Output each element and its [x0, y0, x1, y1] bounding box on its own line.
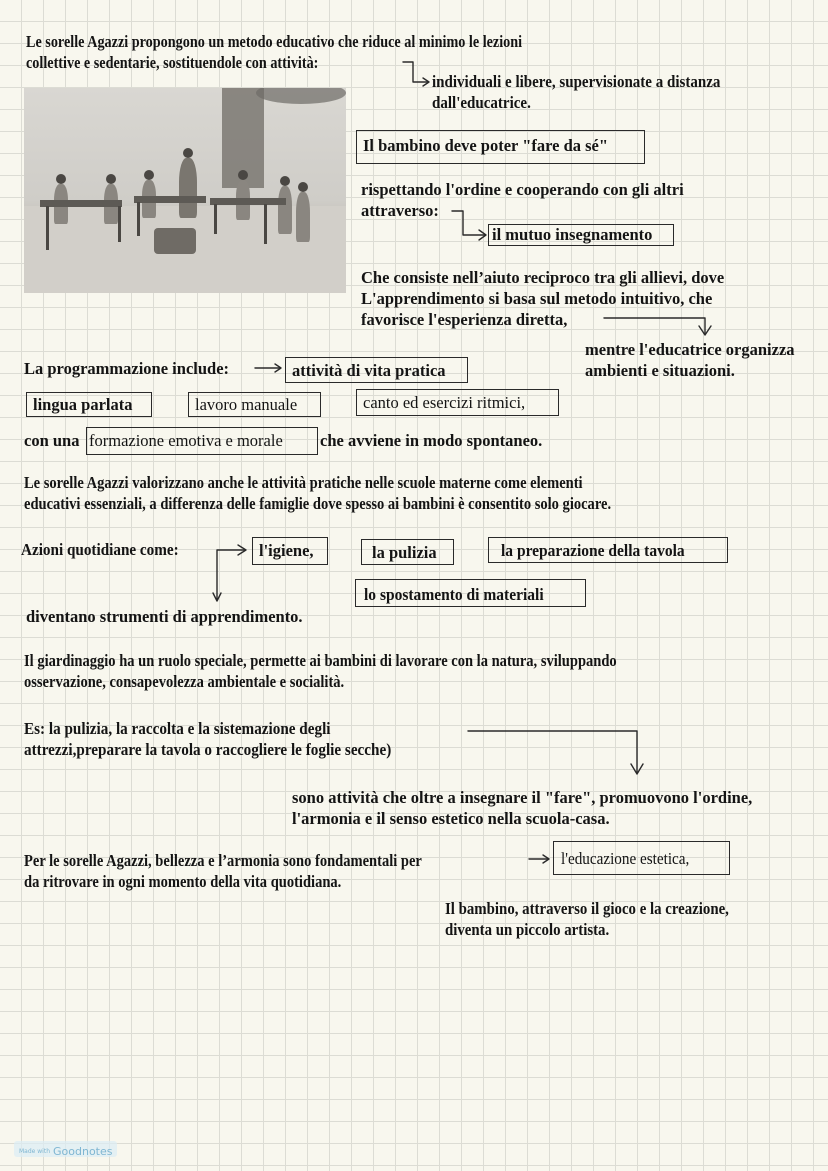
- examples-line-1: Es: la pulizia, la raccolta e la sistemazione degli: [24, 719, 331, 738]
- photo-tree: [256, 88, 346, 104]
- branch-line-2: dall'educatrice.: [432, 93, 531, 112]
- photo-head: [183, 148, 193, 158]
- daily-actions-label: Azioni quotidiane come:: [21, 540, 179, 559]
- explanation-line-2: L'apprendimento si basa sul metodo intuitivo, che: [361, 289, 713, 308]
- photo-desk-leg: [264, 204, 267, 244]
- aesthetics-line-2: da ritrovare in ogni momento della vita quotidiana.: [24, 872, 342, 891]
- arrow-icon: [604, 318, 711, 335]
- photo-head: [144, 170, 154, 180]
- aesthetic-education-box: [553, 841, 730, 875]
- gardening-line-1: Il giardinaggio ha un ruolo speciale, permette ai bambini di lavorare con la natura, sviluppando: [24, 651, 617, 670]
- respect-line-2: attraverso:: [361, 201, 439, 220]
- educator-line-2: ambienti e situazioni.: [585, 361, 735, 380]
- practical-line-2: educativi essenziali, a differenza delle famiglie dove spesso ai bambini è consentito solo giocare.: [24, 494, 612, 513]
- daily-item-text: la preparazione della tavola: [501, 541, 685, 560]
- programming-label: La programmazione include:: [24, 359, 230, 378]
- photo-child: [296, 192, 310, 242]
- examples-result-line-1: sono attività che oltre a insegnare il "fare", promuovono l'ordine,: [292, 788, 753, 807]
- arrow-icon: [403, 62, 429, 86]
- daily-item-igiene: [252, 537, 328, 565]
- examples-result-line-2: l'armonia e il senso estetico nella scuola-casa.: [292, 809, 610, 828]
- program-item-canto: [356, 389, 559, 416]
- program-item-vita-pratica: [285, 357, 468, 383]
- arrow-icon: [255, 364, 281, 372]
- daily-item-text: l'igiene,: [259, 541, 314, 560]
- watermark-brand: Goodnotes: [53, 1145, 113, 1158]
- photo-head: [238, 170, 248, 180]
- practical-line-1: Le sorelle Agazzi valorizzano anche le attività pratiche nelle scuole materne come elementi: [24, 473, 583, 492]
- photo-basket: [154, 228, 196, 254]
- watermark-made-with: Made with: [19, 1148, 50, 1155]
- goodnotes-watermark: [14, 1141, 117, 1157]
- formation-box: [86, 427, 318, 455]
- educator-line-1: mentre l'educatrice organizza: [585, 340, 795, 359]
- mutual-teaching-box: [488, 224, 674, 246]
- aesthetics-line-1: Per le sorelle Agazzi, bellezza e l’armonia sono fondamentali per: [24, 851, 422, 870]
- mutual-teaching-text: il mutuo insegnamento: [492, 225, 653, 244]
- aesthetic-education-text: l'educazione estetica,: [561, 849, 690, 868]
- fare-da-se-text: Il bambino deve poter "fare da sé": [363, 136, 609, 155]
- daily-actions-result: diventano strumenti di apprendimento.: [26, 607, 303, 626]
- explanation-line-3: favorisce l'esperienza diretta,: [361, 310, 568, 329]
- formation-text: formazione emotiva e morale: [89, 431, 283, 450]
- arrow-icon: [213, 545, 246, 601]
- program-item-text: attività di vita pratica: [292, 361, 446, 380]
- formation-prefix: con una: [24, 431, 80, 450]
- historical-classroom-photo: [24, 88, 346, 293]
- photo-child: [278, 186, 292, 234]
- program-item-text: lingua parlata: [33, 395, 133, 414]
- photo-desk: [40, 200, 122, 207]
- program-item-lingua-parlata: [26, 392, 152, 417]
- intro-line-1: Le sorelle Agazzi propongono un metodo educativo che riduce al minimo le lezioni: [26, 32, 523, 51]
- photo-desk-leg: [137, 202, 140, 236]
- intro-line-2: collettive e sedentarie, sostituendole con attività:: [26, 53, 319, 72]
- photo-teacher: [179, 158, 197, 218]
- arrow-icon: [529, 855, 549, 863]
- program-item-text: canto ed esercizi ritmici,: [363, 393, 526, 412]
- arrow-icon: [468, 731, 643, 774]
- photo-desk-leg: [214, 204, 217, 234]
- daily-item-materiali: [355, 579, 586, 607]
- program-item-text: lavoro manuale: [195, 395, 298, 414]
- photo-head: [56, 174, 66, 184]
- daily-item-tavola: [488, 537, 728, 563]
- formation-suffix: che avviene in modo spontaneo.: [320, 431, 543, 450]
- daily-item-pulizia: [361, 539, 454, 565]
- photo-desk-leg: [118, 206, 121, 242]
- program-item-lavoro-manuale: [188, 392, 321, 417]
- arrow-icon: [452, 211, 486, 240]
- photo-desk-leg: [46, 206, 49, 250]
- fare-da-se-box: [356, 130, 645, 164]
- gardening-line-2: osservazione, consapevolezza ambientale e socialità.: [24, 672, 345, 691]
- photo-desk: [210, 198, 286, 205]
- respect-line-1: rispettando l'ordine e cooperando con gli altri: [361, 180, 684, 199]
- explanation-line-1: Che consiste nell’aiuto reciproco tra gli allievi, dove: [361, 268, 725, 287]
- daily-item-text: lo spostamento di materiali: [364, 585, 544, 604]
- branch-line-1: individuali e libere, supervisionate a distanza: [432, 72, 721, 91]
- photo-desk: [134, 196, 206, 203]
- photo-head: [280, 176, 290, 186]
- child-artist-line-2: diventa un piccolo artista.: [445, 920, 610, 939]
- photo-head: [298, 182, 308, 192]
- examples-line-2: attrezzi,preparare la tavola o raccogliere le foglie secche): [24, 740, 392, 759]
- photo-head: [106, 174, 116, 184]
- daily-item-text: la pulizia: [372, 543, 437, 562]
- child-artist-line-1: Il bambino, attraverso il gioco e la creazione,: [445, 899, 729, 918]
